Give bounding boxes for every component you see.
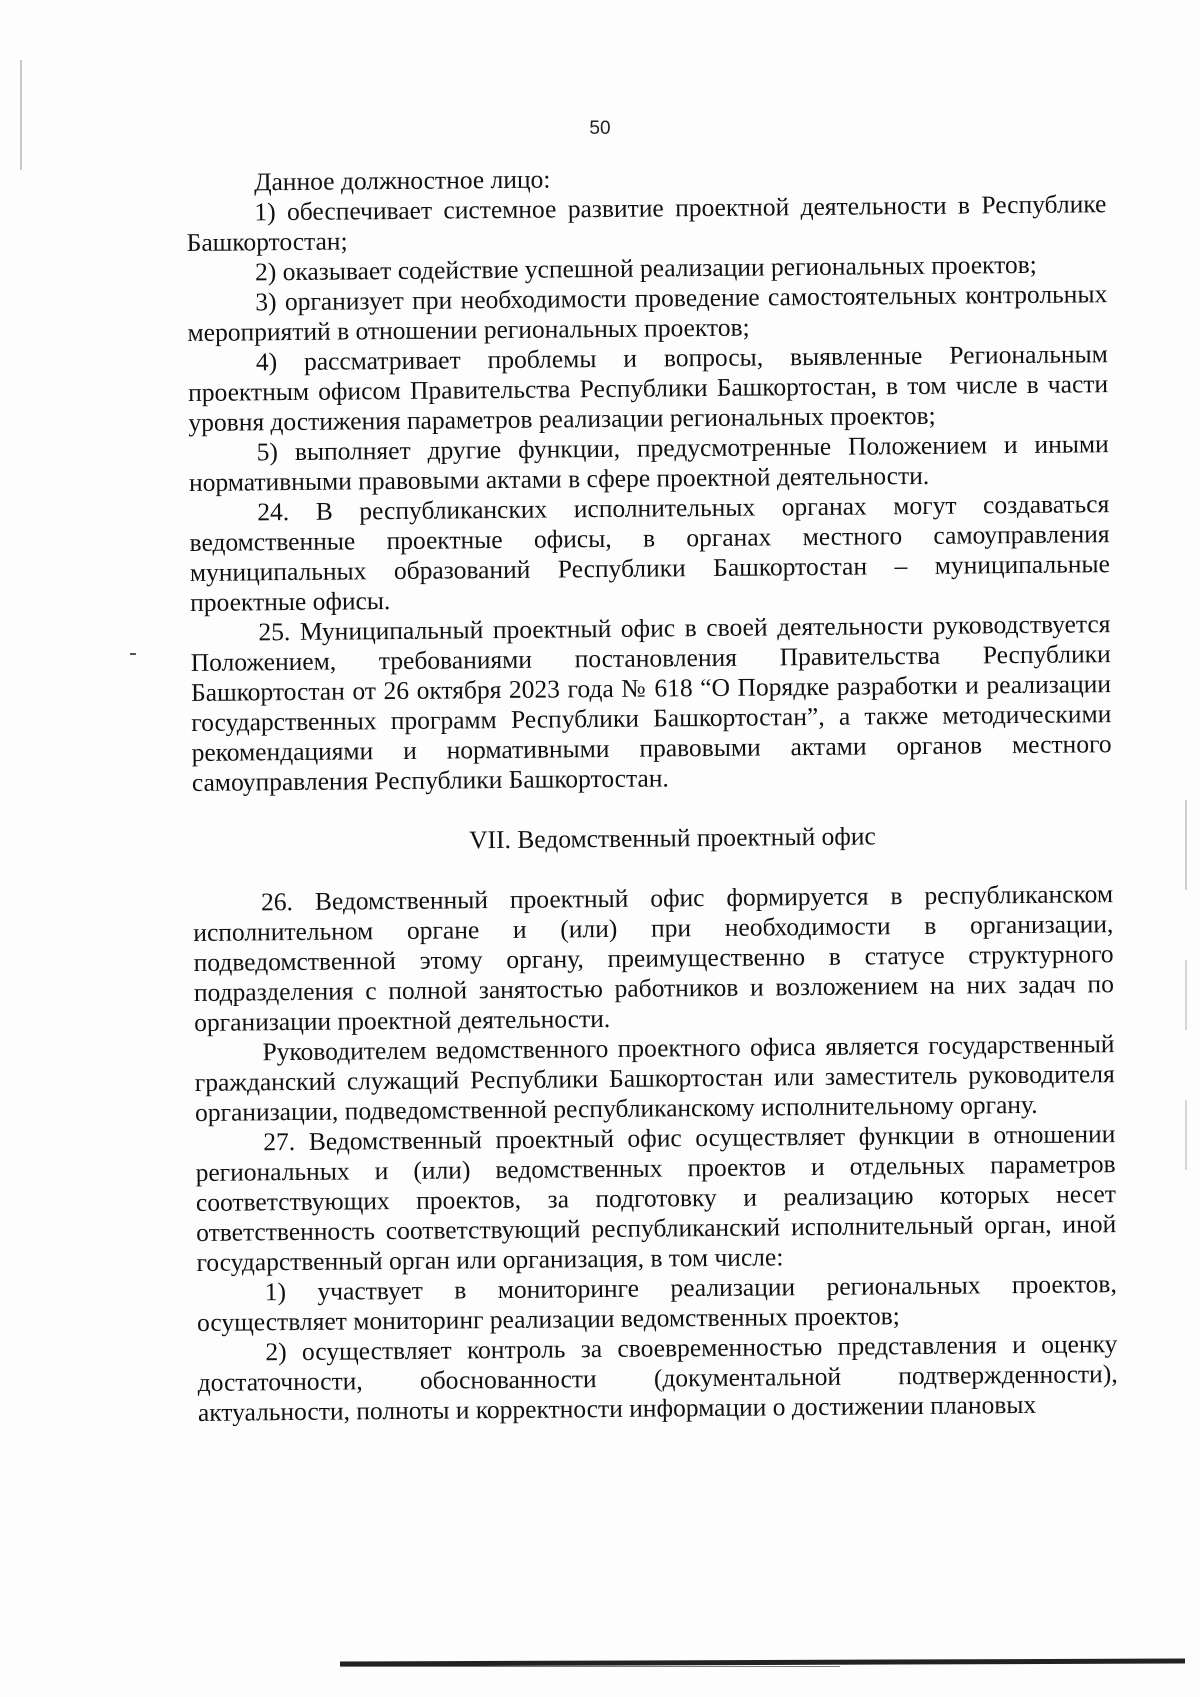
list-item: 1) обеспечивает системное развитие проектной деятельности в Республике Башкортостан; (186, 189, 1107, 257)
list-item: 2) осуществляет контроль за своевременностью представления и оценку достаточности, обоснованности (документальной подтвержденности), актуальности, полноты и корректности информации о достижении плановых (197, 1329, 1118, 1427)
clause-27: 27. Ведомственный проектный офис осуществляет функции в отношении региональных и (или) ведомственных проектов и отдельных параметров соответствующих проектов, за подготовку и реализацию которых несет ответственность соответствующий республиканский исполнительный орган, иной государственный орган или организация, в том числе: (195, 1119, 1117, 1277)
document-body (186, 159, 1118, 1428)
scan-edge-mark (1185, 800, 1187, 890)
list-item: 3) организует при необходимости проведение самостоятельных контрольных мероприятий в отношении региональных проектов; (187, 279, 1108, 347)
scan-artifact (130, 653, 136, 655)
clause-26: 26. Ведомственный проектный офис формируется в республиканском исполнительном органе и (или) при необходимости в организации, подведомственной этому органу, преимущественно в статусе структурного подразделения с полной занятостью работников и возложением на них задач по организации проектной деятельности. (193, 879, 1115, 1037)
clause-24: 24. В республиканских исполнительных органах могут создаваться ведомственные проектные офисы, в органах местного самоуправления муниципальных образований Республики Башкортостан – муниципальные проектные офисы. (189, 489, 1110, 617)
footer-rule (340, 1666, 840, 1667)
scan-edge-mark (1185, 960, 1187, 1030)
paragraph: Данное должностное лицо: (253, 164, 551, 197)
scan-edge-mark (20, 60, 22, 170)
list-item: 1) участвует в мониторинге реализации региональных проектов, осуществляет мониторинг реализации ведомственных проектов; (196, 1269, 1117, 1337)
list-item: 4) рассматривает проблемы и вопросы, выявленные Региональным проектным офисом Правительства Республики Башкортостан, в том числе в части уровня достижения параметров реализации региональных проектов; (188, 339, 1109, 437)
scan-edge-mark (1185, 1100, 1187, 1170)
section-heading: VII. Ведомственный проектный офис (468, 821, 876, 855)
clause-25: 25. Муниципальный проектный офис в своей деятельности руководствуется Положением, требованиями постановления Правительства Республики Башкортостан от 26 октября 2023 года № 618 “О Порядке разработки и реализации государственных программ Республики Башкортостан”, а также методическими рекомендациями и нормативными правовыми актами органов местного самоуправления Республики Башкортостан. (190, 609, 1112, 797)
list-item: 2) оказывает содействие успешной реализации региональных проектов; (254, 249, 1037, 287)
paragraph: Руководителем ведомственного проектного офиса является государственный гражданский служащий Республики Башкортостан или заместитель руководителя организации, подведомственной республиканскому исполнительному органу. (194, 1029, 1115, 1127)
page-number: 50 (589, 118, 611, 139)
list-item: 5) выполняет другие функции, предусмотренные Положением и иными нормативными правовыми актами в сфере проектной деятельности. (188, 429, 1109, 497)
